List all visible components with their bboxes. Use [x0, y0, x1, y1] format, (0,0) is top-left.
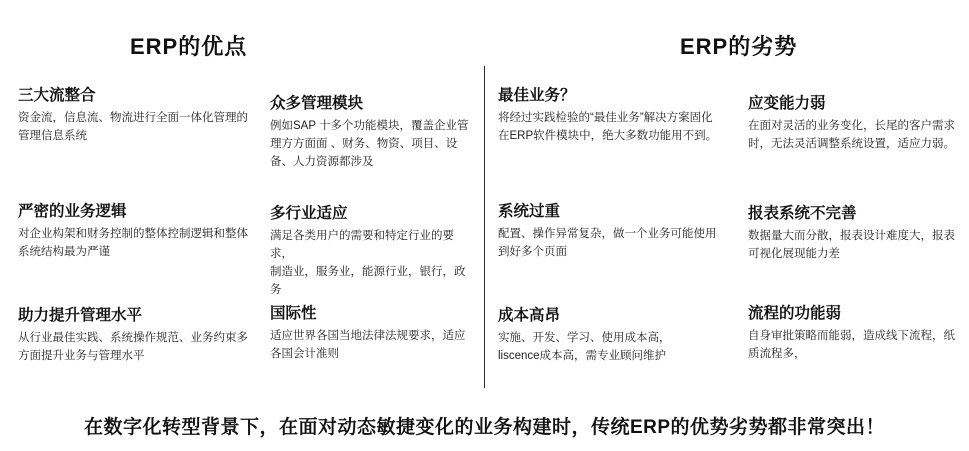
block-body: 从行业最佳实践、系统操作规范、业务约束多方面提升业务与管理水平	[18, 332, 248, 363]
vertical-divider	[484, 66, 485, 388]
block-body: 资金流，信息流、物流进行全面一体化管理的管理信息系统	[18, 112, 248, 143]
block-body	[498, 330, 720, 366]
block-disadvantages-1-2	[498, 306, 720, 366]
block-title: 助力提升管理水平	[18, 307, 143, 324]
advantages-title: ERP的优点	[130, 34, 248, 59]
block-disadvantages-2-0	[748, 94, 958, 154]
block-advantages-2-1	[270, 204, 475, 300]
block-title: 国际性	[270, 305, 317, 322]
footer-conclusion: 在数字化转型背景下，在面对动态敏捷变化的业务构建时，传统ERP的优势劣势都非常突出！	[83, 417, 886, 438]
block-body-line-1: 满足各类用户的需要和特定行业的要求，	[270, 230, 454, 261]
block-body: 例如SAP 十多个功能模块，覆盖企业管理方方面面 、财务、物资、项目、设备、人力资源都涉及	[270, 120, 469, 168]
headers-row	[0, 14, 969, 60]
block-disadvantages-1-0	[498, 86, 720, 146]
block-title: 系统过重	[498, 203, 561, 220]
block-disadvantages-2-2	[748, 304, 958, 364]
block-advantages-2-2	[270, 304, 475, 364]
block-advantages-2-0	[270, 94, 475, 172]
block-disadvantages-2-1	[748, 204, 958, 264]
block-body: 适应世界各国当地法律法规要求，适应各国会计准则	[270, 330, 466, 361]
disadvantages-title: ERP的劣势	[680, 34, 798, 59]
block-body: 数据量大而分散，报表设计难度大，报表可视化展现能力差	[748, 230, 955, 261]
block-advantages-1-1	[18, 202, 250, 262]
block-title: 应变能力弱	[748, 95, 826, 112]
block-body: 对企业构架和财务控制的整体控制逻辑和整体系统结构最为严谨	[18, 228, 248, 259]
block-body-line-2: 制造业，服务业，能源行业，银行，政务	[270, 266, 466, 296]
block-body: 在面对灵活的业务变化，长尾的客户需求时，无法灵活调整系统设置，适应力弱。	[748, 120, 955, 151]
block-title: 最佳业务？	[498, 87, 576, 104]
block-body	[270, 228, 475, 299]
block-title: 流程的功能弱	[748, 305, 842, 322]
block-title: 报表系统不完善	[748, 205, 857, 222]
block-advantages-1-2	[18, 306, 250, 366]
block-title: 严密的业务逻辑	[18, 203, 127, 220]
block-disadvantages-1-1	[498, 202, 720, 262]
block-body: 配置、操作异常复杂，做一个业务可能使用到好多个页面	[498, 228, 717, 259]
block-body: 将经过实践检验的“最佳业务”解决方案固化在ERP软件模块中，绝大多数功能用不到。	[498, 112, 718, 143]
block-title: 成本高昂	[498, 307, 561, 324]
block-body: 自身审批策略而能弱，造成线下流程，纸质流程多，	[748, 330, 955, 361]
block-body-line-2: liscence成本高，需专业顾问维护	[498, 350, 667, 363]
block-title: 多行业适应	[270, 205, 348, 222]
block-body-line-1: 实施、开发、学习、使用成本高，	[498, 332, 671, 345]
block-advantages-1-0	[18, 86, 250, 146]
block-title: 众多管理模块	[270, 95, 364, 112]
block-title: 三大流整合	[18, 87, 96, 104]
